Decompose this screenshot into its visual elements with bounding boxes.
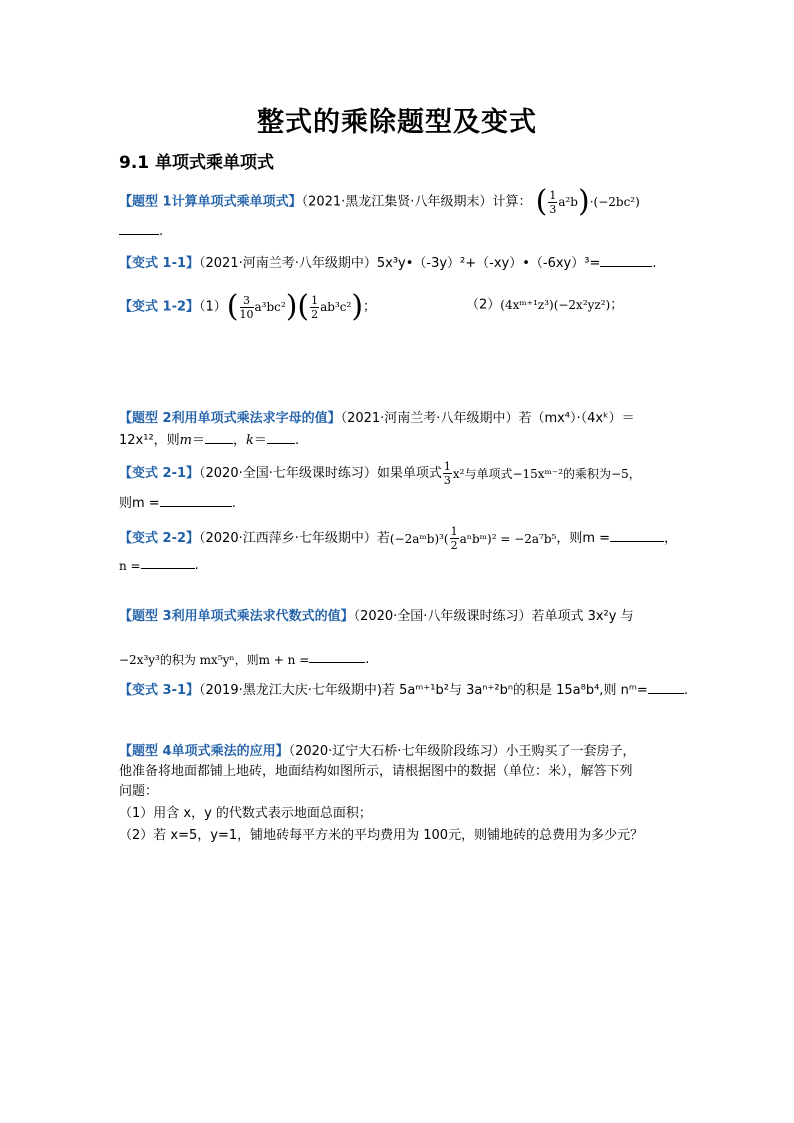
variant-1-2-part2: （2）(4xᵐ⁺¹z³)(−2x²yz²)；: [466, 297, 624, 313]
question-2-line2: 12x¹²，则m＝ ，k＝ .: [119, 433, 300, 448]
question-type-name: 利用单项式乘法求代数式的值】: [171, 609, 354, 624]
answer-blank[interactable]: [309, 650, 365, 663]
variant-2-2: 【变式 2-2】（2020·江西萍乡·七年级期中）若(−2aᵐb)³( $\frac{1}{2}$ aⁿbᵐ)² = −2a⁷b⁵，则m = ，: [119, 525, 678, 552]
variant-tag: 【变式 1-1】: [119, 256, 200, 271]
answer-blank[interactable]: [610, 529, 664, 542]
page-title: 整式的乘除题型及变式: [257, 107, 537, 138]
variant-1-2: 【变式 1-2】（1）( $\frac{3}{10}$ a³bc²)( $\frac{1}{2}$ ab³c²)；: [119, 289, 377, 324]
variant-2-2-line2: n = .: [119, 558, 199, 573]
fraction: $\frac{1}{2}$: [311, 293, 319, 321]
answer-blank[interactable]: [119, 222, 159, 235]
answer-blank[interactable]: [160, 494, 232, 507]
fraction: $\frac{3}{10}$: [239, 293, 254, 321]
answer-blank[interactable]: [600, 254, 652, 267]
answer-blank[interactable]: [648, 681, 684, 694]
question-3-line2: −2x³y³的积为 mx⁵yⁿ，则m + n = .: [119, 652, 370, 667]
question-type-name: 利用单项式乘法求字母的值】: [171, 411, 341, 426]
variant-tag: 【变式 1-2】: [119, 299, 200, 315]
question-3: 【题型 3利用单项式乘法求代数式的值】（2020·全国·八年级课时练习）若单项式 3x²y 与: [119, 609, 634, 624]
variant-3-1: 【变式 3-1】（2019·黑龙江大庆·七年级期中)若 5aᵐ⁺¹b²与 3aⁿ⁺²bⁿ的积是 15a⁸b⁴,则 nᵐ= .: [119, 683, 688, 698]
variant-1-1: 【变式 1-1】（2021·河南兰考·八年级期中）5x³y•（-3y）²+（-xy）•（-6xy）³= .: [119, 256, 657, 271]
variant-2-1: 【变式 2-1】（2020·全国·七年级课时练习）如果单项式 $\frac{1}{3}$ x²与单项式−15xᵐ⁻²的乘积为−5，: [119, 460, 641, 487]
answer-blank[interactable]: [205, 431, 233, 444]
fraction: $\frac{1}{2}$: [450, 525, 458, 552]
variant-text: （2021·河南兰考·八年级期中）5x³y•（-3y）²+（-xy）•（-6xy）³=: [199, 256, 601, 271]
answer-blank[interactable]: [141, 556, 195, 569]
question-tag: 【题型 4: [119, 744, 172, 759]
question-2: 【题型 2利用单项式乘法求字母的值】（2021·河南兰考·八年级期中）若（mx⁴）·（4xᵏ）＝: [119, 411, 635, 426]
question-4: 【题型 4单项式乘法的应用】（2020·辽宁大石桥·七年级阶段练习）小王购买了一套房子，: [119, 744, 636, 759]
question-type-name: 单项式乘法的应用】: [171, 744, 289, 759]
question-tag: 【题型 2: [119, 411, 172, 426]
question-source: （2021·黑龙江集贤·八年级期末）计算：: [301, 194, 532, 210]
question-tag: 【题型 3: [119, 609, 172, 624]
question-4-part2: （2）若 x=5，y=1，铺地砖每平方米的平均费用为 100元，则铺地砖的总费用为多少元？: [119, 828, 644, 843]
question-type-name: 计算单项式乘单项式】: [171, 194, 302, 210]
variant-tag: 【变式 3-1】: [119, 683, 200, 698]
question-4-line2: 他准备将地面都铺上地砖，地面结构如图所示，请根据图中的数据（单位：米），解答下列: [119, 764, 633, 779]
section-heading: 9.1 单项式乘单项式: [119, 153, 275, 173]
fraction: $\frac{1}{3}$: [549, 188, 557, 216]
question-tag: 【题型 1: [119, 194, 172, 210]
variant-tag: 【变式 2-1】: [119, 466, 200, 481]
variant-2-1-line2: 则m = .: [119, 496, 236, 511]
question-1: 【题型 1计算单项式乘单项式】（2021·黑龙江集贤·八年级期末）计算： ( $\frac{1}{3}$ a²b)·(−2bc²): [119, 184, 640, 219]
question-4-line3: 问题：: [119, 784, 159, 799]
fraction: $\frac{1}{3}$: [443, 460, 451, 487]
answer-line: .: [119, 222, 163, 241]
answer-blank[interactable]: [267, 431, 295, 444]
question-4-part1: （1）用含 x，y 的代数式表示地面总面积；: [119, 806, 372, 821]
variant-tag: 【变式 2-2】: [119, 531, 200, 546]
